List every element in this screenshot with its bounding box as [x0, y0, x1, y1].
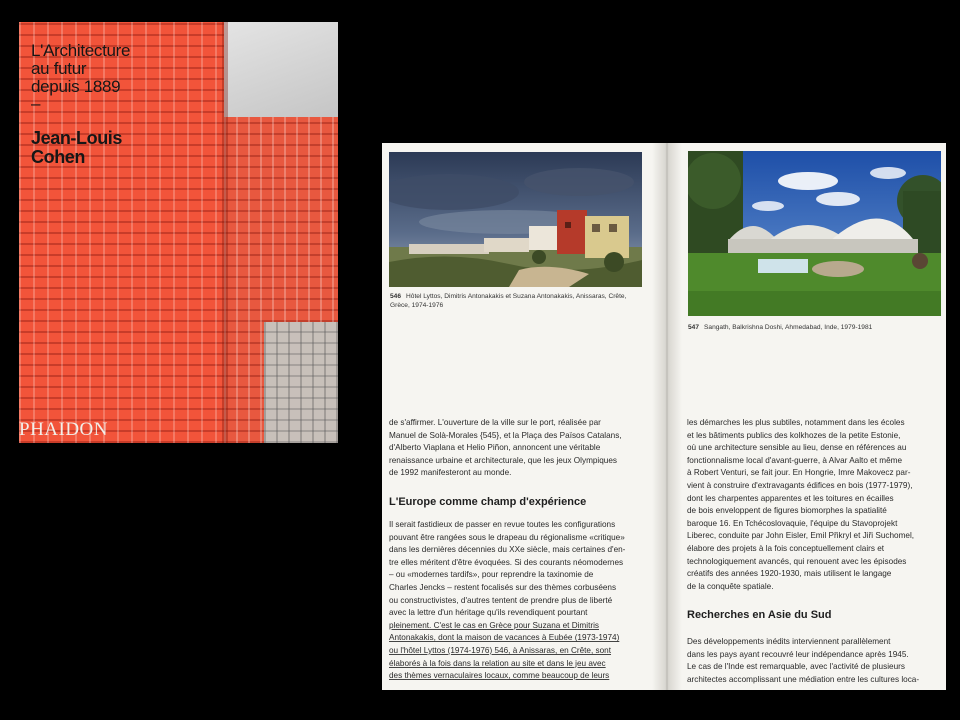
text-line: vient à construire d'extravagants édifices en bois (1977-1979), — [687, 480, 913, 490]
text-line: Charles Jencks – restent focalisés sur des thèmes corbuséens — [389, 582, 617, 592]
text-line-underlined: ou l'hôtel Lyttos (1974-1976) 546, à Anissaras, en Crête, sont — [389, 645, 612, 655]
text-line: de la conquête spatiale. — [687, 581, 774, 591]
text-line: Il serait fastidieux de passer en revue toutes les configurations — [389, 520, 616, 529]
body-paragraph — [687, 636, 944, 686]
cover-title-line: L'Architecture — [31, 41, 131, 60]
book-spread — [382, 143, 946, 690]
text-line: – ou «modernes tardifs», pour reprendre la taxinomie de — [389, 570, 594, 580]
caption-546 — [390, 292, 642, 310]
photo-hotel-lyttos-image — [389, 152, 642, 287]
left-page — [382, 143, 662, 690]
caption-number: 547 — [688, 324, 700, 331]
text-line: renaissance urbaine et architecturale, que les jeux Olympiques — [389, 455, 618, 465]
text-line: Manuel de Solà-Morales {545}, et la Plaça des Països Catalans, — [389, 430, 622, 440]
cover-title-line: depuis 1889 — [31, 77, 121, 96]
text-line: dont les charpentes apparentes et les toitures en écailles — [687, 493, 894, 503]
text-line: élabore des projets à la fois conceptuellement clairs et — [687, 543, 885, 553]
right-page — [672, 143, 946, 690]
text-line: architectes accomplissant une médiation entre les cultures loca- — [687, 674, 920, 684]
text-line: Des développements inédits interviennent parallèlement — [687, 637, 891, 646]
text-line: les démarches les plus subtiles, notamment dans les écoles — [687, 418, 905, 427]
caption-547 — [688, 323, 940, 332]
text-line: Liberec, conduite par John Eisler, Emil Přikryl et Jiři Suchomel, — [687, 531, 915, 541]
cover-author — [31, 129, 231, 167]
caption-text: Sangath, Balkrishna Doshi, Ahmedabad, Inde, 1979-1981 — [704, 324, 873, 331]
text-line: ou constructivistes, d'autres tentent de prendre plus de liberté — [389, 595, 613, 605]
cover-author-first-name: Jean-Louis — [31, 128, 123, 148]
section-heading: L'Europe comme champ d'expérience — [389, 496, 587, 508]
text-line: de s'affirmer. L'ouverture de la ville sur le port, réalisée par — [389, 418, 601, 427]
text-line: dans les pays ayant recouvré leur indépendance après 1945. — [687, 649, 909, 659]
text-line: d'Alberto Viaplana et Helio Piñon, annoncent une véritable — [389, 443, 601, 453]
text-line: technologiquement avancés, qui renouent avec les épisodes — [687, 556, 907, 566]
text-line: fonctionnalisme local d'avant-guerre, à Alvar Aalto et même — [687, 455, 903, 465]
cover-title-dash: – — [31, 94, 41, 113]
cover-title-line: au futur — [31, 59, 87, 78]
publisher-logo: PHAIDON — [19, 419, 108, 440]
text-line-underlined: élaborés à la fois dans la relation au site et dans le jeu avec — [389, 658, 606, 668]
caption-text: Hôtel Lyttos, Dimitris Antonakakis et Suzana Antonakakis, Anissaras, Crête, — [406, 293, 627, 300]
photo-sangath — [688, 151, 941, 316]
text-line: et les bâtiments publics des kolkhozes de la petite Estonie, — [687, 430, 901, 440]
text-line: baroque 16. En Tchécoslovaquie, l'équipe du Stavoprojekt — [687, 518, 898, 528]
body-paragraph — [389, 519, 651, 683]
text-line: avec la lettre d'un héritage qu'ils revendiquent pourtant — [389, 608, 588, 618]
text-line: de 1992 manifesteront au monde. — [389, 468, 512, 478]
text-line: Le cas de l'Inde est remarquable, avec l'activité de plusieurs — [687, 662, 905, 672]
text-line: à Robert Venturi, se fait jour. En Hongrie, Imre Makovecz par- — [687, 468, 911, 478]
text-line: dans les dernières décennies du XXe siècle, mais certaines d'en- — [389, 545, 626, 555]
text-line: tre elles méritent d'être évoquées. Si des courants néomodernes — [389, 557, 624, 567]
text-line: pouvant être rangées sous le drapeau du régionalisme «critique» — [389, 532, 625, 542]
cover-tower-grey-facade — [264, 322, 338, 443]
photo-sangath-image — [688, 151, 941, 316]
cover-title — [31, 42, 231, 112]
text-line: où une architecture sensible au lieu, dense en références au — [687, 443, 907, 453]
text-line-underlined: des thèmes vernaculaires locaux, comme beaucoup de leurs — [389, 671, 610, 681]
caption-text: Grèce, 1974-1976 — [390, 302, 444, 309]
photo-hotel-lyttos — [389, 152, 642, 287]
text-line-underlined: Antonakakis, dont la maison de vacances à Eubée (1973-1974) — [389, 633, 620, 643]
caption-number: 546 — [390, 293, 402, 300]
body-paragraph — [687, 417, 944, 593]
section-heading: Recherches en Asie du Sud — [687, 609, 832, 621]
text-line: créatifs des années 1920-1930, mais utilisent le langage — [687, 569, 892, 579]
book-cover — [19, 22, 338, 443]
cover-author-last-name: Cohen — [31, 147, 85, 167]
body-paragraph — [389, 417, 651, 480]
text-line: de bois enveloppent de figures biomorphes la spatialité — [687, 506, 887, 516]
text-line-underlined: pleinement. C'est le cas en Grèce pour Suzana et Dimitris — [389, 620, 599, 630]
